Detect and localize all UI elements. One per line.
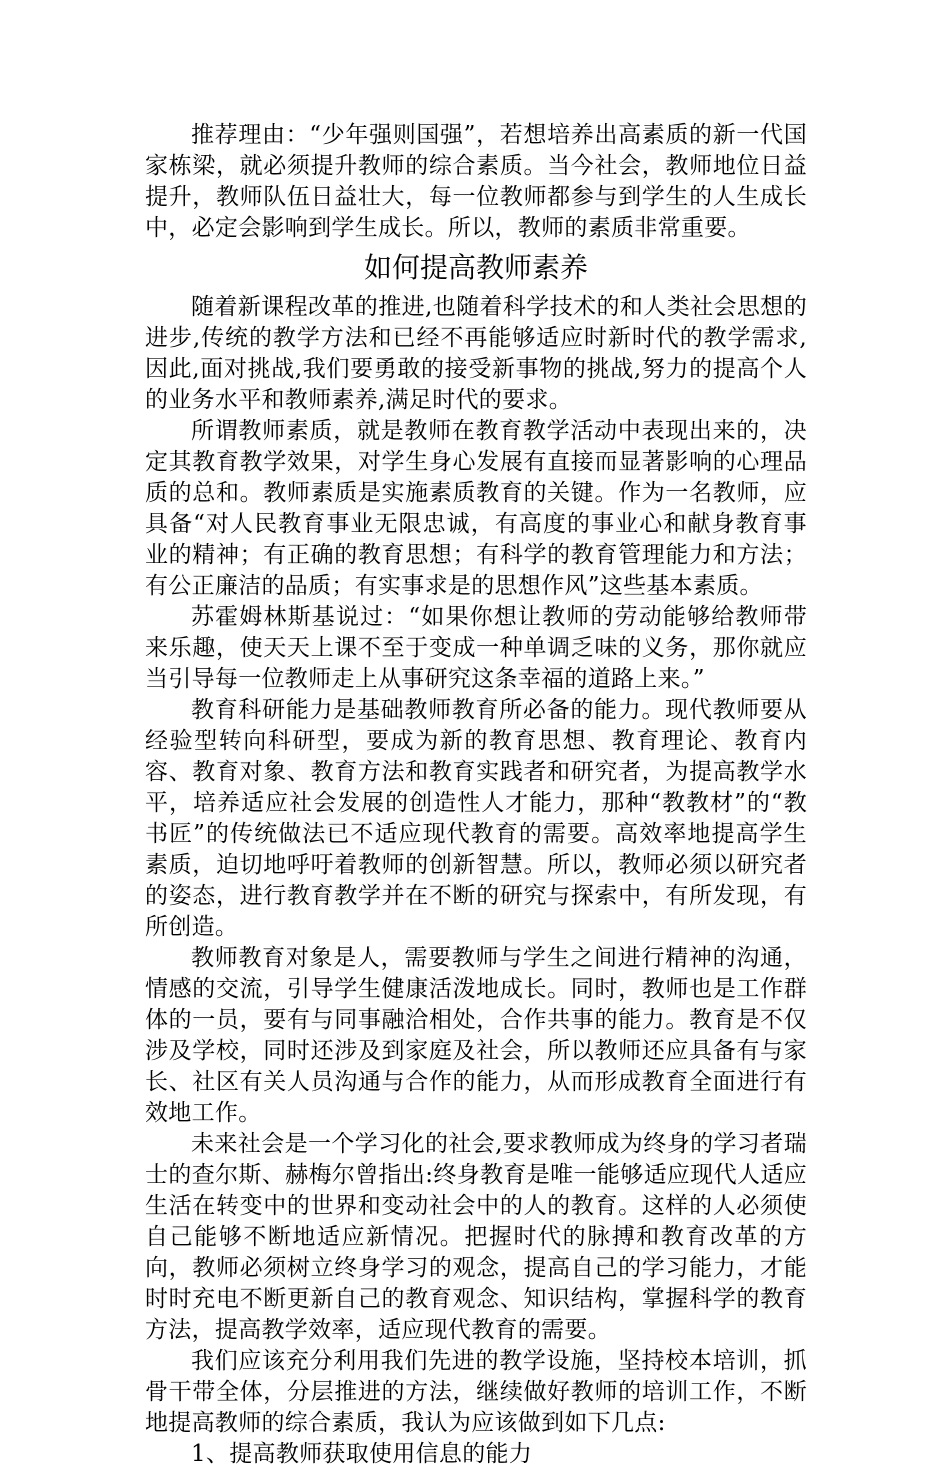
body-paragraph: 教师教育对象是人，需要教师与学生之间进行精神的沟通，情感的交流，引导学生健康活泼地成长。同时，教师也是工作群体的一员，要有与同事融洽相处，合作共事的能力。教育是不仅涉及学校，同时还涉及到家庭及社会，所以教师还应具备有与家长、社区有关人员沟通与合作的能力，从而形成教育全面进行有效地工作。 (145, 945, 807, 1126)
document-title: 如何提高教师素养 (363, 251, 588, 284)
body-paragraph: 随着新课程改革的推进,也随着科学技术的和人类社会思想的进步,传统的教学方法和已经不再能够适应时新时代的教学需求,因此,面对挑战,我们要勇敢的接受新事物的挑战,努力的提高个人的业务水平和教师素养,满足时代的要求。 (145, 294, 807, 413)
body-paragraph: 未来社会是一个学习化的社会,要求教师成为终身的学习者瑞士的查尔斯、赫梅尔曾指出:终身教育是唯一能够适应现代人适应生活在转变中的世界和变动社会中的人的教育。这样的人必须使自己能够不断地适应新情况。把握时代的脉搏和教育改革的方向，教师必须树立终身学习的观念，提高自己的学习能力，才能时时充电不断更新自己的教育观念、知识结构，掌握科学的教育方法，提高教学效率，适应现代教育的需要。 (145, 1131, 807, 1343)
body-paragraph: 我们应该充分利用我们先进的教学设施，坚持校本培训，抓骨干带全体，分层推进的方法，继续做好教师的培训工作，不断地提高教师的综合素质，我认为应该做到如下几点: (145, 1348, 807, 1436)
list-item: 1、提高教师获取使用信息的能力 (191, 1441, 533, 1467)
body-paragraph: 苏霍姆林斯基说过：“如果你想让教师的劳动能够给教师带来乐趣，使天天上课不至于变成一种单调乏味的义务，那你就应当引导每一位教师走上从事研究这条幸福的道路上来。” (145, 604, 807, 692)
body-paragraph: 教育科研能力是基础教师教育所必备的能力。现代教师要从经验型转向科研型，要成为新的教育思想、教育理论、教育内容、教育对象、教育方法和教育实践者和研究者，为提高教学水平，培养适应社会发展的创造性人才能力，那种“教教材”的“教书匠”的传统做法已不适应现代教育的需要。高效率地提高学生素质，迫切地呼吁着教师的创新智慧。所以，教师必须以研究者的姿态，进行教育教学并在不断的研究与探索中，有所发现，有所创造。 (145, 697, 807, 940)
body-paragraph: 所谓教师素质，就是教师在教育教学活动中表现出来的，决定其教育教学效果，对学生身心发展有直接而显著影响的心理品质的总和。教师素质是实施素质教育的关键。作为一名教师，应具备“对人民教育事业无限忠诚，有高度的事业心和献身教育事业的精神；有正确的教育思想；有科学的教育管理能力和方法；有公正廉洁的品质；有实事求是的思想作风”这些基本素质。 (145, 418, 807, 599)
document-page (145, 120, 807, 1470)
intro-paragraph: 推荐理由：“少年强则国强”，若想培养出高素质的新一代国家栋梁，就必须提升教师的综合素质。当今社会，教师地位日益提升，教师队伍日益壮大，每一位教师都参与到学生的人生成长中，必定会影响到学生成长。所以，教师的素质非常重要。 (145, 122, 807, 241)
